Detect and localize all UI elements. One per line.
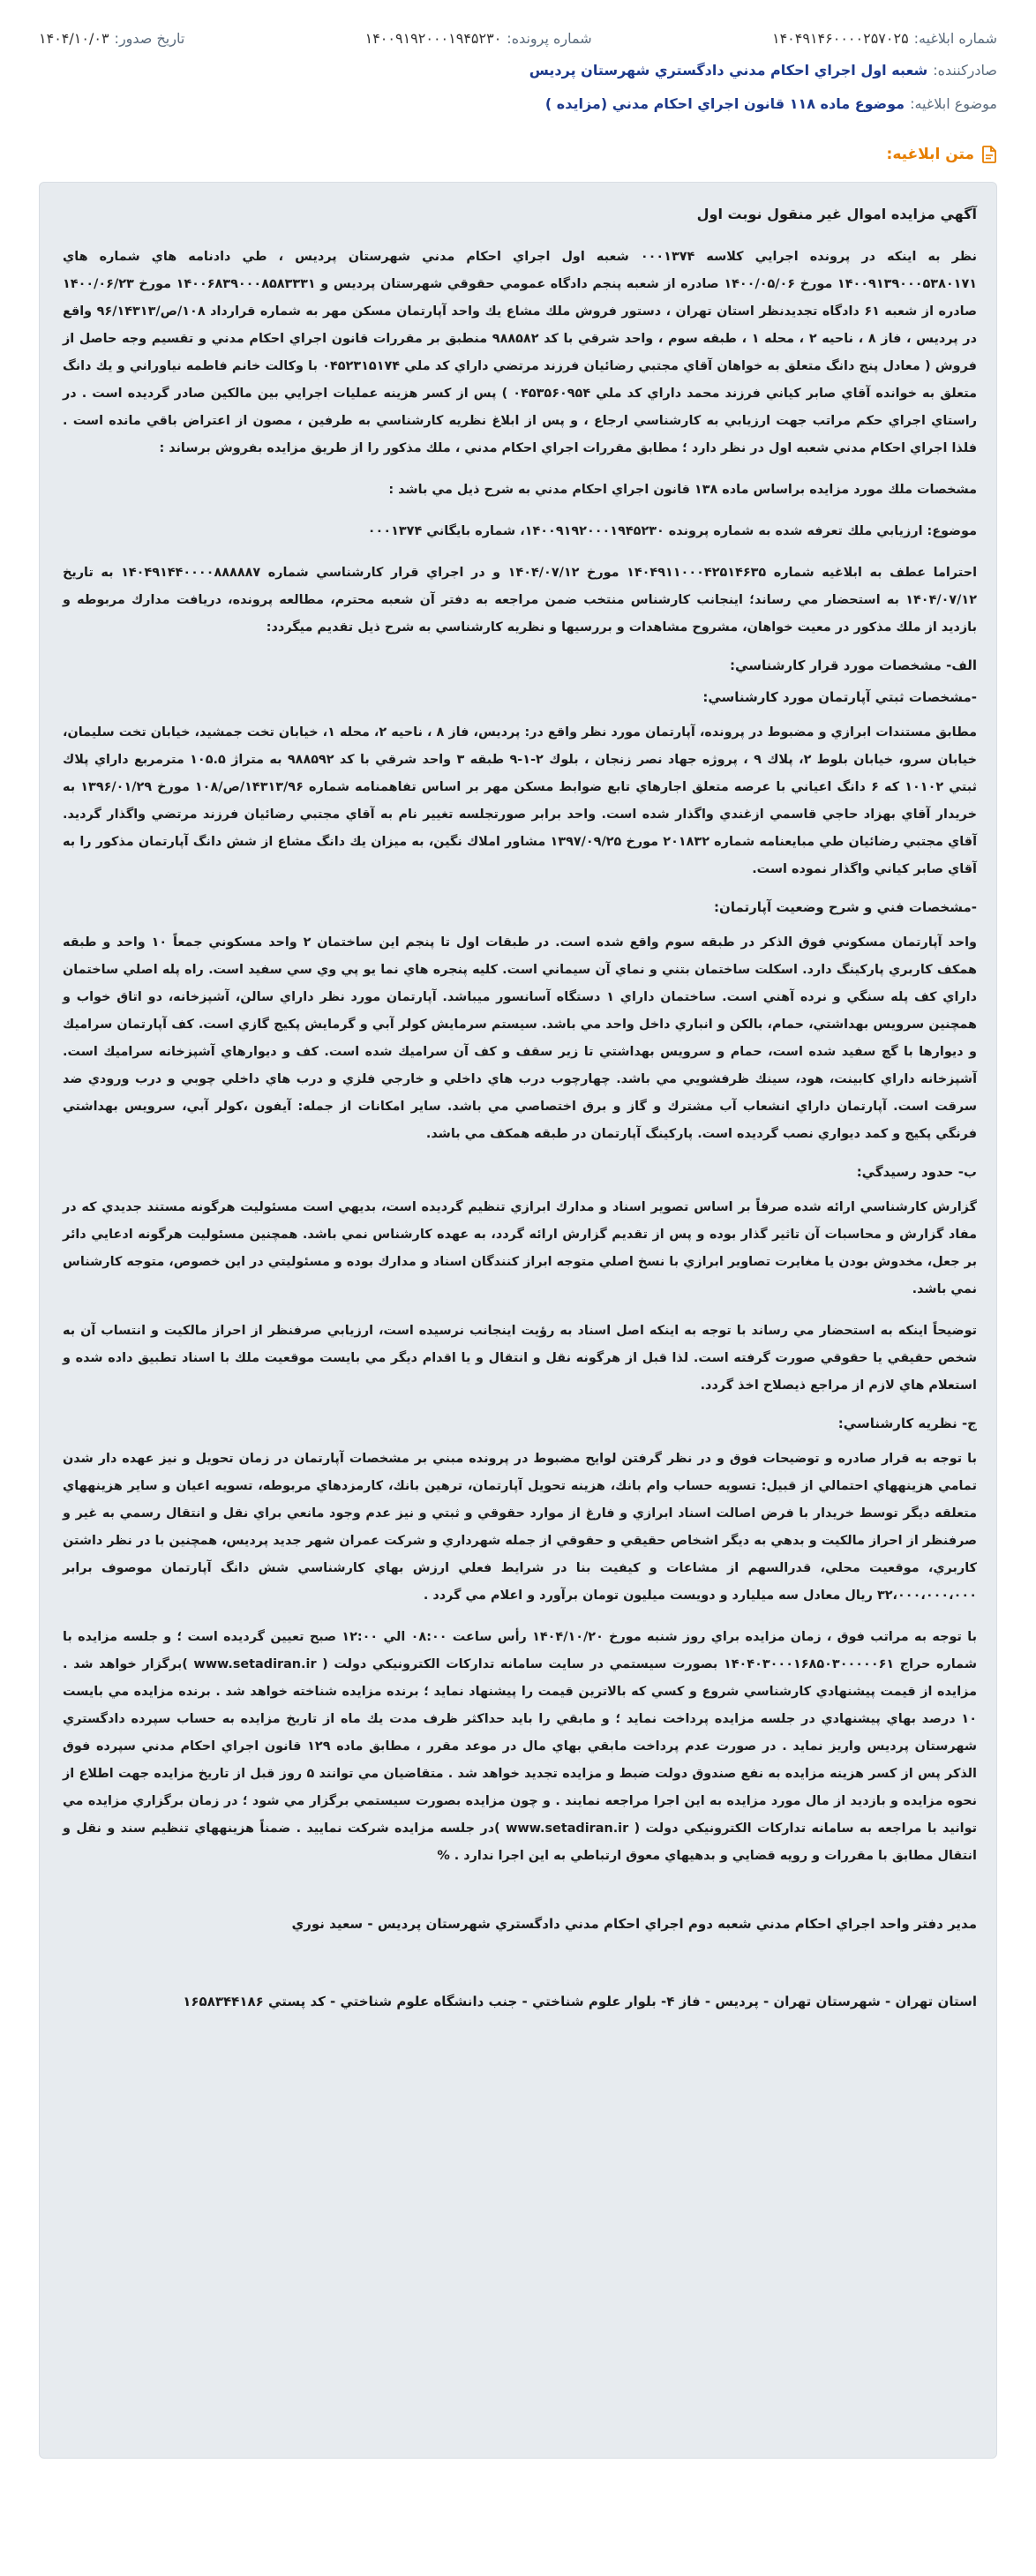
section-registration-heading: -مشخصات ثبتي آپارتمان مورد كارشناسي:: [702, 689, 977, 705]
notice-text-header: [0, 139, 997, 169]
notice-number: [772, 30, 997, 47]
notice-meta: [0, 0, 1036, 120]
section-jim-heading: ج- نظريه كارشناسي:: [837, 1416, 977, 1431]
subject-row: [39, 86, 997, 120]
notice-number-value: ۱۴۰۴۹۱۴۶۰۰۰۰۲۵۷۰۲۵: [771, 29, 909, 47]
issue-date-value: ۱۴۰۴/۱۰/۰۳: [39, 29, 109, 47]
case-number-label: شماره پرونده:: [507, 29, 592, 47]
paragraph-intro: نظر به اينكه در پرونده اجرايي كلاسه ۰۰۰۱۳۷۴ شعبه اول اجراي احكام مدني شهرستان پرديس ، طي دادنامه هاي شماره هاي ۱۴۰۰۹۱۳۹۰۰۰۵۳۸۰۱۷۱ مورخ ۱۴۰۰/۰۵/۰۶ صادره از شعبه پنجم دادگاه عمومي حقوقي شهرستان پرديس و ۱۴۰۰۶۸۳۹۰۰۰۸۵۸۳۳۳۱ مورخ ۱۴۰۰/۰۶/۲۳ صادره از شعبه ۶۱ دادگاه تجديدنظر استان تهران ، دستور فروش ملك مشاع يك واحد آپارتمان مسكن مهر به شماره قرارداد ۱۰۸/ص/۹۶/۱۴۳۱۳ واقع در پرديس ، فاز ۸ ، ناحيه ۲ ، محله ۱ ، طبقه سوم ، واحد شرقي با كد ۹۸۸۵۸۲ منطبق بر مقررات قانون اجراي احكام مدني و تقسيم وجه حاصل از فروش ( معادل پنج دانگ متعلق به خواهان آقاي مجتبي رضائيان فرزند مرتضي داراي كد ملي ۰۴۵۲۳۱۵۱۷۴ با وكالت خانم فاطمه نياوراني و يك دانگ متعلق به خوانده آقاي صابر كياني فرزند محمد داراي كد ملي ۰۴۵۳۵۶۰۹۵۴ ) پس از كسر هزينه عمليات اجرايي بين مالكين صادر گرديده است . در راستاي اجراي حكم مراتب جهت ارزيابي به كارشناسي ارجاع ، و پس از ابلاغ نظريه كارشناسي به طرفين ، مصون از اعتراض باقي مانده است . فلذا اجراي احكام مدني شعبه اول در نظر دارد ؛ مطابق مقررات اجراي احكام مدني ، ملك مذكور را از طريق مزايده بفروش برساند :: [63, 250, 978, 455]
section-technical-heading: -مشخصات فني و شرح وضعيت آپارتمان:: [714, 899, 977, 915]
meta-top-row: [39, 23, 997, 53]
case-number-value: ۱۴۰۰۹۱۹۲۰۰۰۱۹۴۵۲۳۰: [364, 29, 502, 47]
issue-date: [39, 30, 184, 47]
signature-line: مدير دفتر واحد اجراي احكام مدني شعبه دوم اجراي احكام مدني دادگستري شهرستان پرديس - سعيد نوري: [291, 1916, 977, 1932]
notice-body: [39, 182, 997, 2459]
paragraph-scope-note: توضيحاً اينكه به استحضار مي رساند با توجه به اينكه اصل اسناد به رؤيت اينجانب نرسيده است، ارزيابي صرفنظر از احراز مالكيت و انتساب آن به شخص حقيقي يا حقوقي صورت گرفته است. لذا قبل از هرگونه نقل و انتقال و يا اقدام ديگر مي بايست موقعيت ملك با اسناد تطبيق داده شده و استعلام هاي لازم از مراجع ذيصلاح اخذ گردد.: [63, 1324, 977, 1393]
paragraph-specs-intro: مشخصات ملك مورد مزايده براساس ماده ۱۳۸ قانون اجراي احكام مدني به شرح ذيل مي باشد :: [388, 483, 977, 497]
issue-date-label: تاریخ صدور:: [114, 29, 185, 47]
paragraph-technical: واحد آپارتمان مسكوني فوق الذكر در طبقه سوم واقع شده است. در طبقات اول تا پنجم اين ساختمان ۲ واحد مسكوني جمعاً ۱۰ واحد و طبقه همكف كاربري پاركينگ دارد. اسكلت ساختمان بتني و نماي آن سيماني است. كليه پنجره هاي نما يو پي وي سي سفيد است. راه پله اصلي ساختمان داراي كف پله سنگي و نرده آهني است. ساختمان داراي ۱ دستگاه آسانسور ميباشد. آپارتمان مورد نظر داراي سالن، آشپزخانه، دو اتاق خواب و همچنين سرويس بهداشتي، حمام، بالكن و انباري داخل واحد مي باشد. سيستم سرمايش كولر آبي و گرمايش پكيج گازي است. كف آپارتمان سراميك و ديوارها با گچ سفيد شده است، حمام و سرويس بهداشتي تا زير سقف و كف آن سراميك شده است. كف و ديوارهاي آشپزخانه سراميك است. آشپزخانه داراي كابينت، هود، سينك ظرفشويي مي باشد. چهارچوب درب هاي داخلي و خارجي فلزي و درب هاي داخلي چوبي و درب ورودي ضد سرقت است. آپارتمان داراي انشعاب آب مشترك و گاز و برق اختصاصي مي باشد. ساير امكانات از جمله: آيفون ،كولر آبي، سرويس بهداشتي فرنگي پكيج و كمد ديواري نصب گرديده است. پاركينگ آپارتمان در طبقه همكف مي باشد.: [63, 935, 977, 1141]
subject-value: موضوع ماده ۱۱۸ قانون اجراي احكام مدني (مزايده ): [544, 94, 905, 112]
notice-heading: آگهي مزايده اموال غير منقول نوبت اول: [696, 206, 977, 222]
notice-text-title: متن ابلاغیه:: [886, 146, 974, 163]
issuer-value: شعبه اول اجراي احكام مدني دادگستري شهرستان پرديس: [529, 61, 928, 79]
paragraph-opinion: با توجه به قرار صادره و توضيحات فوق و در نظر گرفتن لوايح مضبوط در پرونده مبني بر مشخصات آپارتمان در زمان تحويل و نيز عهده دار شدن تمامي هزينههاي احتمالي از قبيل: تسويه حساب وام بانك، هزينه تحويل آپارتمان، ترهين بانك، كارمزدهاي مربوطه، تسويه اعيان و ساير هزينههاي متعلقه ديگر توسط خريدار با فرض اصالت اسناد ابرازي و فارغ از موارد حقوقي و ثبتي و نيز عدم وجود مانعي براي نقل و انتقال رسمي به غير و صرفنظر از احراز مالكيت و بدهي به ديگر اشخاص حقيقي و حقوقي از جمله شهرداري و شركت عمران شهر جديد پرديس، همچنين با در نظر داشتن كاربري، موقعيت محلي، قدرالسهم از مشاعات و كيفيت بنا در شرايط فعلي ارزش بهاي كارشناسي شش دانگ آپارتمان موصوف برابر ۳۲،۰۰۰،۰۰۰،۰۰۰ ريال معادل سه ميليارد و دويست ميليون تومان برآورد و اعلام مي گردد .: [63, 1452, 977, 1603]
notice-number-label: شماره ابلاغیه:: [913, 29, 997, 47]
issuer-label: صادرکننده:: [933, 61, 997, 79]
issuer-row: [39, 53, 997, 86]
paragraph-subject: موضوع: ارزيابي ملك تعرفه شده به شماره پرونده ۱۴۰۰۹۱۹۲۰۰۰۱۹۴۵۲۳۰، شماره بايگاني ۰۰۰۱۳۷۴: [367, 524, 977, 538]
paragraph-reference: احتراما عطف به ابلاغيه شماره ۱۴۰۴۹۱۱۰۰۰۴۲۵۱۴۶۳۵ مورخ ۱۴۰۴/۰۷/۱۲ و در اجراي قرار كارشناسي شماره ۱۴۰۴۹۱۴۴۰۰۰۰۸۸۸۸۸۷ به تاريخ ۱۴۰۴/۰۷/۱۲ به استحضار مي رساند؛ اينجانب كارشناس منتخب ضمن مراجعه به دفتر آن شعبه محترم، مطالعه پرونده، دريافت مدارك مربوطه و بازديد از ملك مذكور در معيت خواهان، مشروح مشاهدات و بررسيها و نظريه كارشناسي به شرح ذيل تقديم ميگردد:: [63, 566, 977, 635]
subject-label: موضوع ابلاغیه:: [910, 94, 997, 112]
paragraph-registration: مطابق مستندات ابرازي و مضبوط در پرونده، آپارتمان مورد نظر واقع در: پرديس، فاز ۸ ، ناحيه ۲، محله ۱، خيابان تخت جمشيد، خيابان تخت سليمان، خيابان سرو، خيابان بلوط ۲، پلاك ۹ ، پروژه جهاد نصر زنجان ، بلوك ۲-۱-۹ طبقه ۳ واحد شرقي با كد ۹۸۸۵۹۲ به متراژ ۱۰۵.۵ مترمربع داراي پلاك ثبتي ۱۰۱۰۲ كه ۶ دانگ اعياني با عرصه متعلق اجارهاي تابع ضوابط مسكن مهر بر اساس تفاهمنامه شماره ۱۴۳۱۳/۹۶/ص/۱۰۸ مورخ ۱۳۹۶/۰۱/۲۹ به خريدار آقاي بهزاد حاجي قاسمي ازغندي واگذار شده است. واحد برابر صورتجلسه تغيير نام به آقاي مجتبي رضائيان فرزند مرتضي واگذار گرديد. آقاي مجتبي رضائيان طي مبايعنامه شماره ۲۰۱۸۳۲ مورخ ۱۳۹۷/۰۹/۲۵ مشاور املاك نگين، به ميزان يك دانگ مشاع از شش دانگ آپارتمان مذكور را به آقاي صابر كياني واگذار نموده است.: [63, 725, 978, 876]
paragraph-scope: گزارش كارشناسي ارائه شده صرفاً بر اساس تصوير اسناد و مدارك ابرازي تنظيم گرديده است، بديهي است مسئوليت هرگونه مستند جديدي كه در مفاد گزارش و محاسبات آن تاثير گذار بوده و پس از تقديم گزارش ارائه گردد، به عهده كارشناس نمي باشد. همچنين مسئوليت هرگونه ادعايي دائر بر جعل، مخدوش بودن يا مغايرت تصاوير ابرازي با نسخ اصلي متوجه ابراز كنندگان اسناد و مدارك بوده و مسئوليتي در اين خصوص، متوجه كارشناس نمي باشد.: [63, 1200, 977, 1296]
document-icon: [981, 146, 997, 163]
section-be-heading: ب- حدود رسيدگي:: [856, 1164, 977, 1180]
case-number: [365, 30, 592, 47]
paragraph-auction-terms: با توجه به مراتب فوق ، زمان مزايده براي روز شنبه مورخ ۱۴۰۴/۱۰/۲۰ رأس ساعت ۰۸:۰۰ الي ۱۲:۰۰ صبح تعيين گرديده است ؛ و جلسه مزايده با شماره حراج ۱۴۰۴۰۳۰۰۰۱۶۸۵۰۳۰۰۰۰۰۶۱ بصورت سيستمي در سايت سامانه تداركات الكترونيكي دولت ( www.setadiran.ir )برگزار خواهد شد . مزايده از قيمت پيشنهادي كارشناسي شروع و كسي كه بالاترين قيمت را پيشنهاد نمايد ؛ برنده مزايده شناخته خواهد شد . برنده مزايده مي بايست ۱۰ درصد بهاي پيشنهادي در جلسه مزايده پرداخت نمايد ؛ و مابقي را بايد حداكثر ظرف مدت يك ماه از تاريخ مزايده به حساب سپرده دادگستري شهرستان پرديس واريز نمايد . در صورت عدم پرداخت مابقي بهاي مال در موعد مقرر ، مطابق ماده ۱۲۹ قانون اجراي احكام مدني سپرده فوق الذكر پس از كسر هزينه مزايده به نفع صندوق دولت ضبط و مزايده تجديد خواهد شد . متقاضيان مي توانند ۵ روز قبل از تاريخ مزايده جهت اطلاع از نحوه مزايده و بازديد از مال مورد مزايده به اين اجرا مراجعه نمايند . و چون مزايده بصورت سيستمي برگزار مي شود ؛ در زمان برگزاري مزايده مي توانيد با مراجعه به سامانه تداركات الكترونيكي دولت ( www.setadiran.ir )در جلسه مزايده شركت نماييد . ضمناً هزينههاي تنظيم سند و نقل و انتقال مطابق با مقررات و رويه قضايي و بدهيهاي معوق ارتباطي به اين اجرا ندارد . %: [63, 1630, 977, 1863]
address-line: استان تهران - شهرستان تهران - پرديس - فاز ۴- بلوار علوم شناختي - جنب دانشگاه علوم شناختي - كد پستي ۱۶۵۸۳۴۴۱۸۶: [183, 1994, 977, 2009]
section-alef-heading: الف- مشخصات مورد قرار كارشناسي:: [730, 657, 977, 673]
